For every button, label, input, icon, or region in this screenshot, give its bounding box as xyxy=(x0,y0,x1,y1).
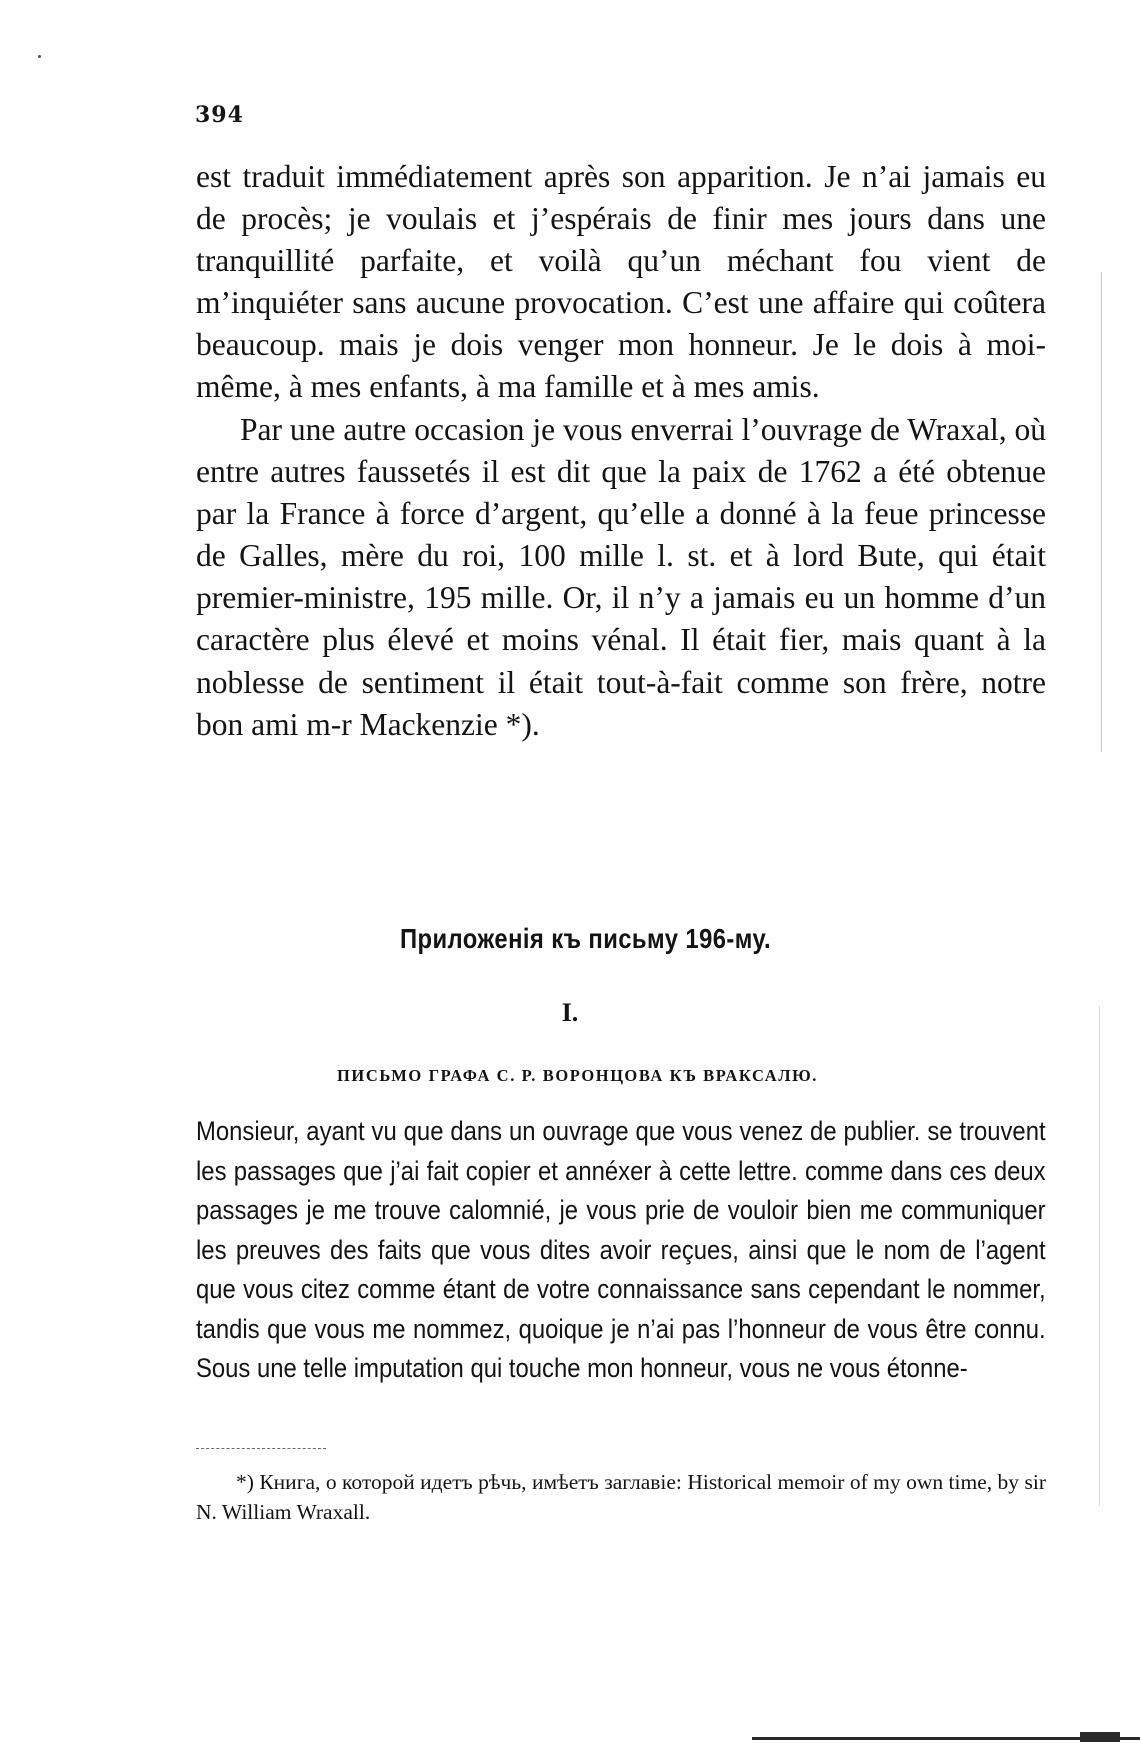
margin-line xyxy=(1099,1006,1100,1506)
letter-heading: ПИСЬМО ГРАФА С. Р. ВОРОНЦОВА КЪ ВРАКСАЛЮ. xyxy=(337,1066,819,1085)
footnote-rule xyxy=(196,1448,326,1449)
footnote: *) Книга, о которой идетъ рѣчь, имѣетъ заглавіе: Historical memoir of my own time, by sir N. William Wraxall. xyxy=(196,1470,1046,1524)
margin-line xyxy=(1101,272,1102,752)
body-paragraph-1: est traduit immédiatement après son apparition. Je n’ai jamais eu de procès; je voulais et j’espérais de finir mes jours dans une tranquillité parfaite, et voilà qu’un méchant fou vient de m’inquiéter sans aucune provocation. C’est une affaire qui coûtera beaucoup. mais je dois venger mon honneur. Je le dois à moi-même, à mes enfants, à ma famille et à mes amis. xyxy=(196,159,1046,405)
scan-edge-mark xyxy=(752,1737,1140,1740)
letter-text: Monsieur, ayant vu que dans un ouvrage que vous venez de publier. se trouvent les passages que j’ai fait copier et annéxer à cette lettre. comme dans ces deux passages je me trouve calomnié, je vous prie de vouloir bien me communiquer les preuves des faits que vous dites avoir reçues, ainsi que le nom de l’agent que vous citez comme étant de votre connaissance sans cependant le nommer, tandis que vous me nommez, quoique je n’ai pas l’honneur de vous être connu. Sous une telle imputation qui touche mon honneur, vous ne vous étonne- xyxy=(196,1116,1046,1383)
page-number: 394 xyxy=(195,102,244,128)
scan-speck xyxy=(38,55,41,58)
section-heading: Приложенія къ письму 196-му. xyxy=(400,923,772,954)
section-number: I. xyxy=(561,998,579,1027)
body-paragraph-2: Par une autre occasion je vous enverrai l’ouvrage de Wraxal, où entre autres faussetés il est dit que la paix de 1762 a été obtenue par la France à force d’argent, qu’elle a donné à la feue princesse de Galles, mère du roi, 100 mille l. st. et à lord Bute, qui était premier-ministre, 195 mille. Or, il n’y a jamais eu un homme d’un caractère plus élevé et moins vénal. Il était fier, mais quant à la noblesse de sentiment il était tout-à-fait comme son frère, notre bon ami m-r Mackenzie *). xyxy=(196,412,1046,742)
